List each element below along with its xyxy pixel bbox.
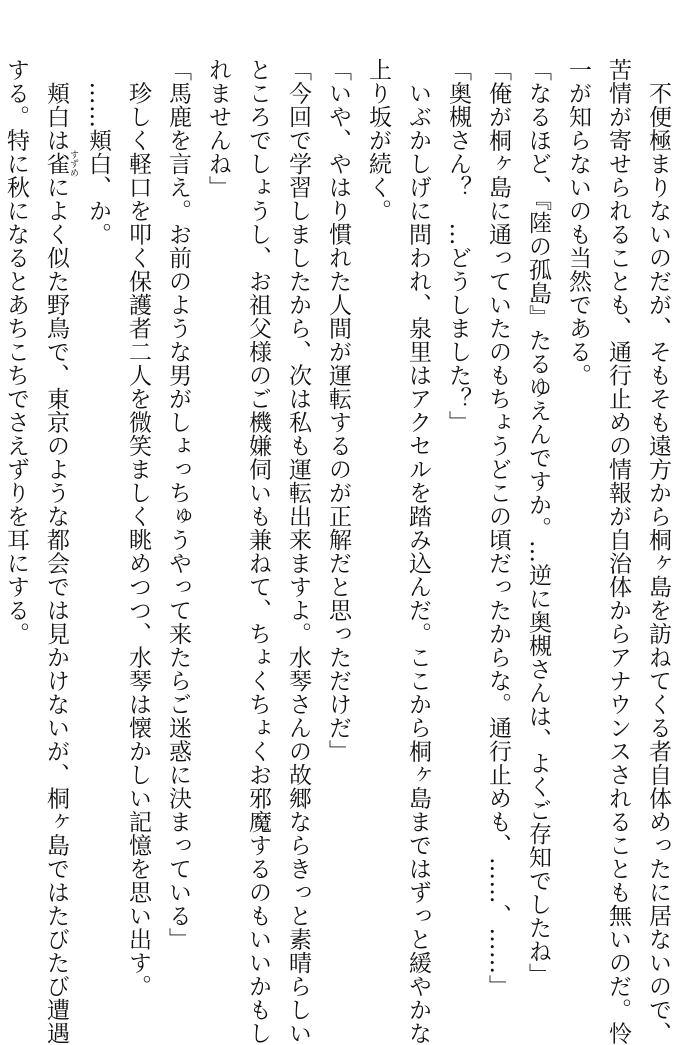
text-line-9: 「いや、やはり慣れた人間が運転するのが正解だと思っただけだ」 [318,58,358,978]
text-line-16-before: 頬白は [43,58,69,152]
text-line-14: 珍しく軽口を叩く保護者二人を微笑ましく眺めつつ、水琴は懐かしい記憶を思い出す。 [118,58,158,978]
text-line-13: 「馬鹿を言え。お前のような男がしょっちゅうやって来たらご迷惑に決まっている」 [158,58,198,978]
text-line-6: 「奥槻さん？ …どうしました？」 [438,58,478,978]
text-line-12: れませんね」 [198,58,238,978]
text-line-10: 「今回で学習しましたから、次は私も運転出来ますよ。水琴さんの故郷ならきっと素晴らしい [278,58,318,978]
text-line-16 [36,58,78,978]
ruby-reading: すずめ [68,150,78,177]
text-line-11: ところでしょうし、お祖父様のご機嫌伺いも兼ねて、ちょくちょくお邪魔するのもいいかもし [238,58,278,978]
text-line-4: 「なるほど、『陸の孤島』たるゆえんですか。…逆に奥槻さんは、よくご存知でしたね」 [518,58,558,978]
text-line-3: 一が知らないのも当然である。 [558,58,598,978]
vertical-text-body [0,58,678,978]
text-line-1: 不便極まりないのだが、そもそも遠方から桐ヶ島を訪ねてくる者自体めったに居ないので、 [638,58,678,978]
text-line-7: いぶかしげに問われ、泉里はアクセルを踏み込んだ。ここから桐ヶ島まではずっと緩やかな [398,58,438,978]
ruby-base: 雀 [43,150,69,177]
text-line-16-after: によく似た野鳥で、東京のような都会では見かけないが、桐ヶ島ではたびたび遭遇 [43,176,69,1045]
ruby-suzume [43,152,69,176]
text-line-15: ……頬白、か。 [78,58,118,978]
text-line-2: 苦情が寄せられることも、通行止めの情報が自治体からアナウンスされることも無いのだ。怜 [598,58,638,978]
text-line-5: 「俺が桐ヶ島に通っていたのもちょうどこの頃だったからな。通行止めも、……、……」 [478,58,518,978]
text-line-8: 上り坂が続く。 [358,58,398,978]
text-line-17: する。特に秋になるとあちこちでさえずりを耳にする。 [0,58,36,978]
